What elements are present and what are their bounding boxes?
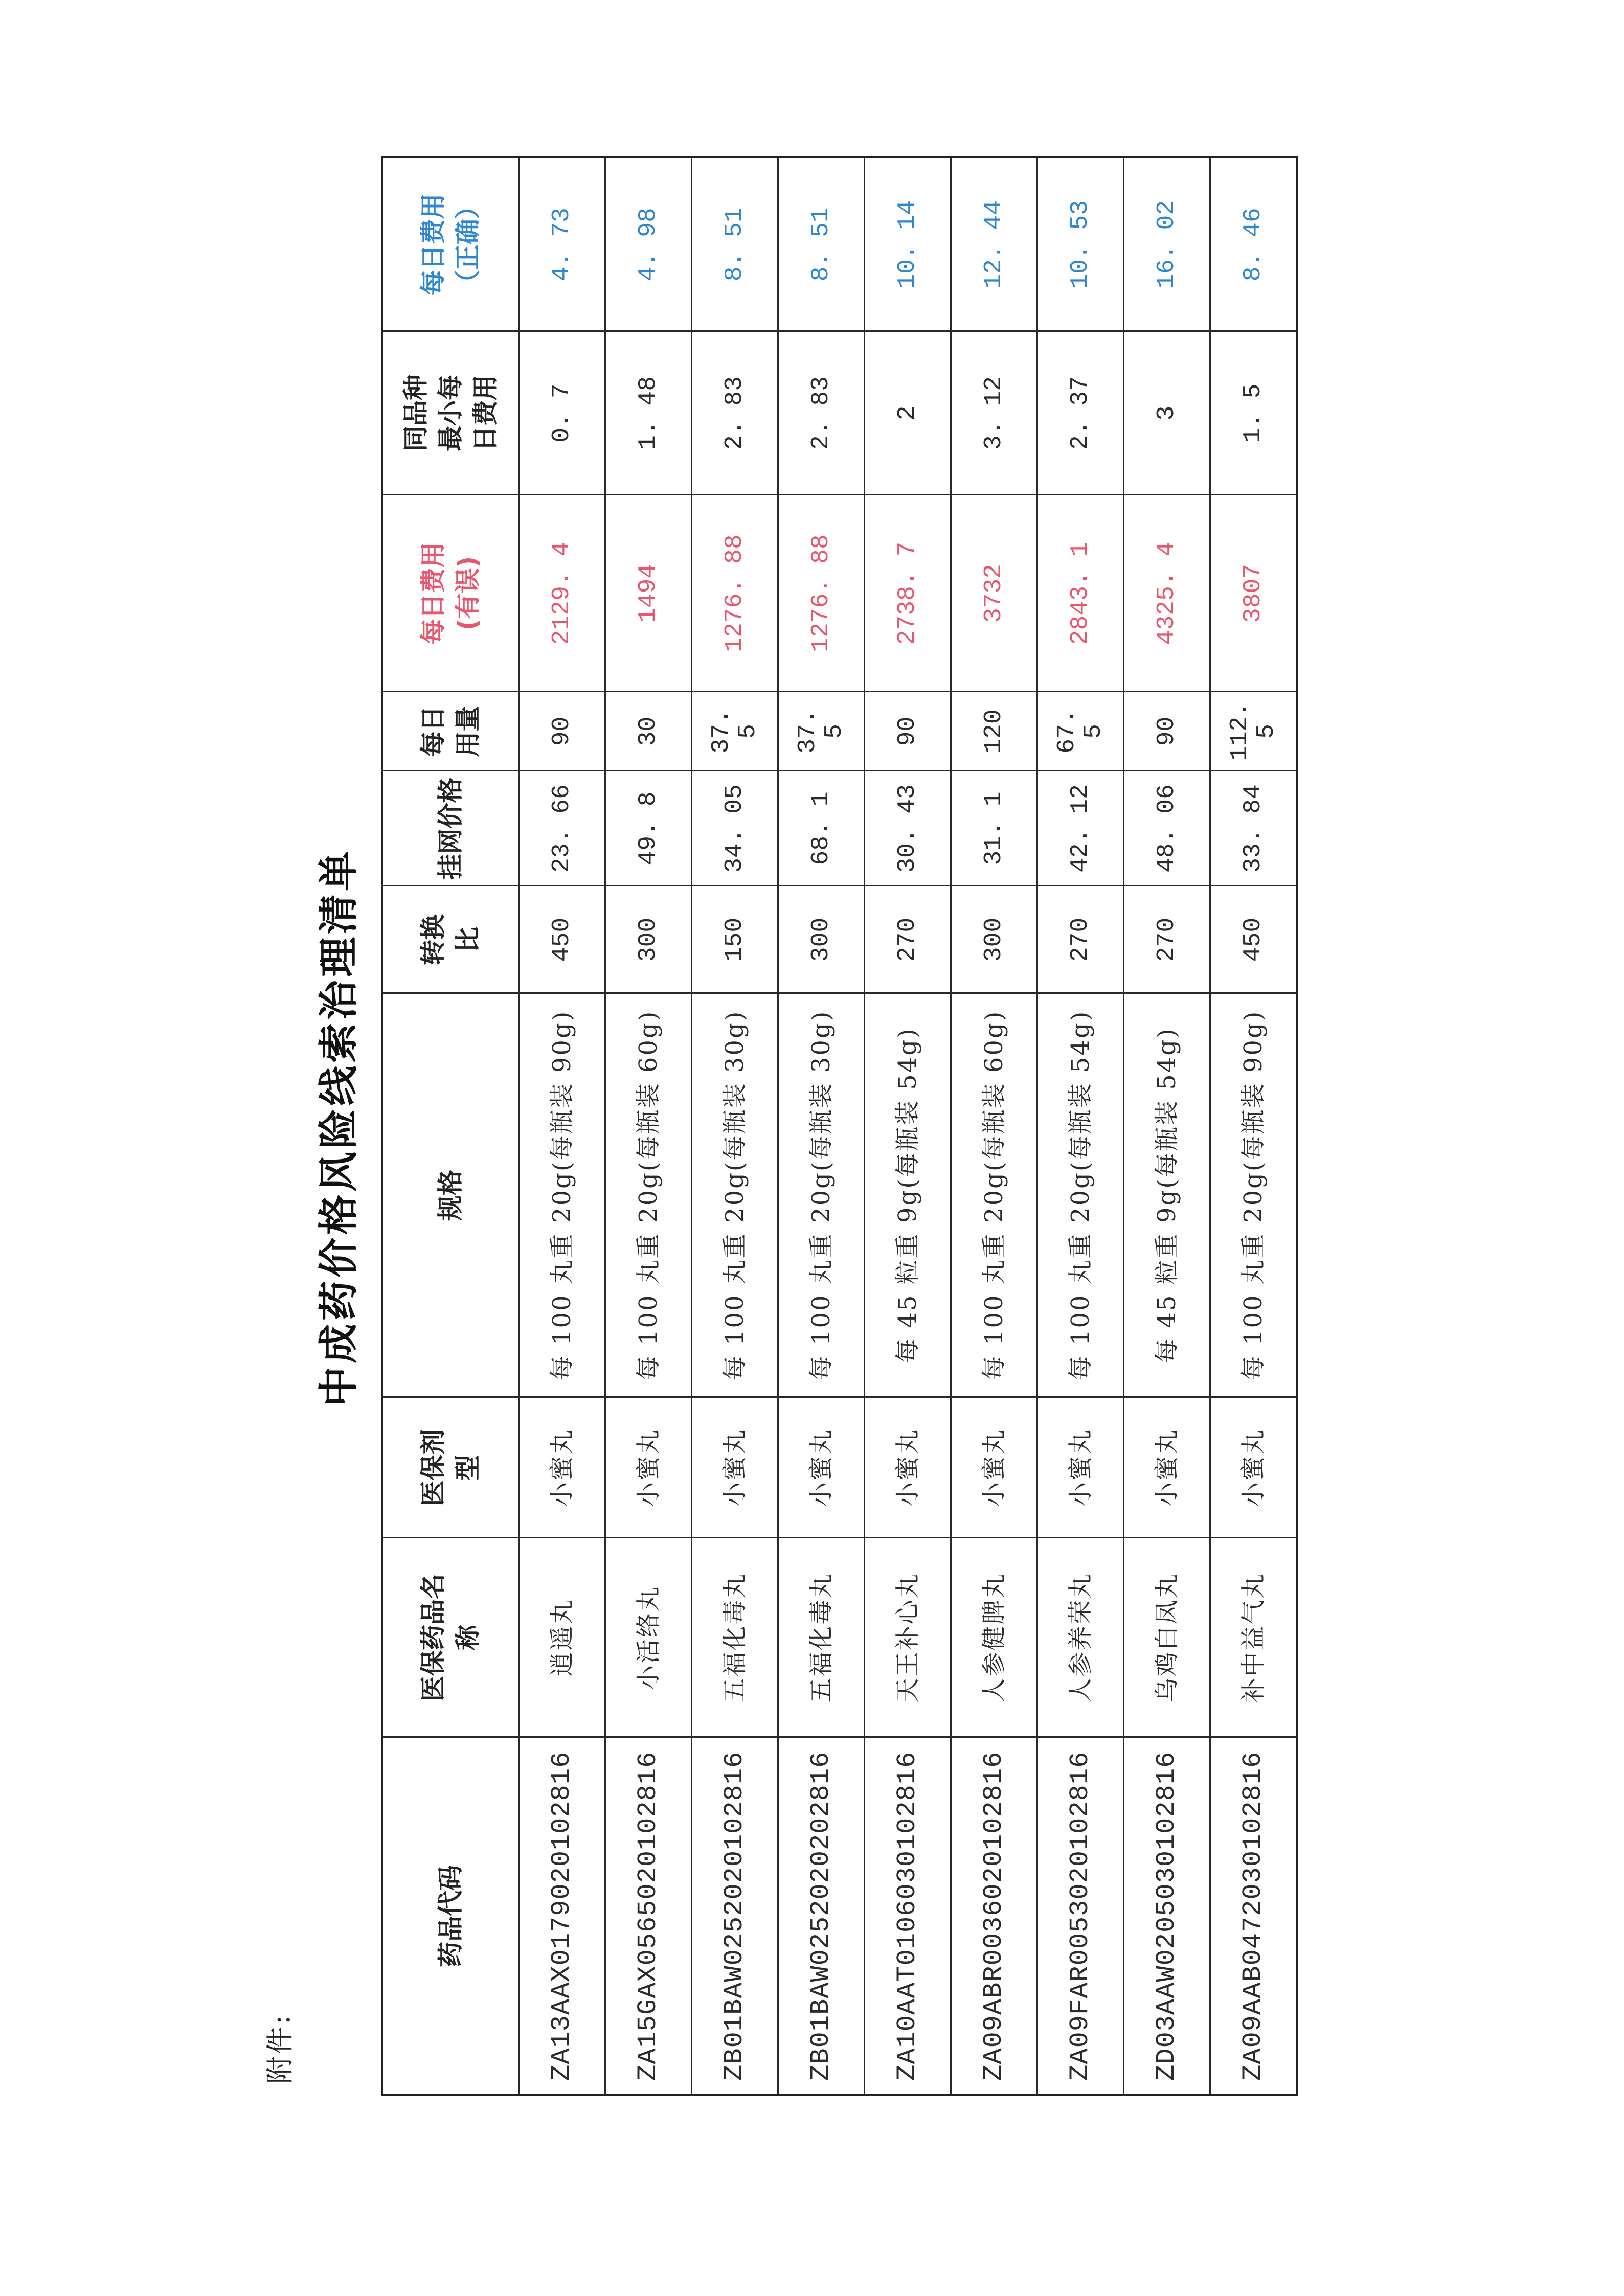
drug-name: 五福化毒丸 <box>692 1538 778 1737</box>
listed-price: 23. 66 <box>519 771 605 886</box>
table-header-row <box>382 157 519 2095</box>
drug-name: 补中益气丸 <box>1210 1538 1297 1737</box>
dosage-form: 小蜜丸 <box>1037 1397 1124 1538</box>
dosage-form: 小蜜丸 <box>778 1397 865 1538</box>
daily-cost-wrong: 3807 <box>1210 495 1297 692</box>
dosage-form: 小蜜丸 <box>692 1397 778 1538</box>
daily-cost-correct: 10. 14 <box>865 157 951 331</box>
min-daily-cost: 0. 7 <box>519 331 605 495</box>
header-specification: 规格 <box>382 993 519 1397</box>
drug-name: 小活络丸 <box>605 1538 692 1737</box>
daily-cost-correct: 4. 98 <box>605 157 692 331</box>
dosage-form: 小蜜丸 <box>1124 1397 1210 1538</box>
daily-dose: 90 <box>865 692 951 771</box>
drug-name: 逍遥丸 <box>519 1538 605 1737</box>
daily-dose: 37. 5 <box>778 692 865 771</box>
daily-dose: 90 <box>1124 692 1210 771</box>
table-row <box>778 157 865 2095</box>
attachment-label: 附件: <box>264 2013 296 2084</box>
specification: 每 100 丸重 20g(每瓶装 90g) <box>1210 993 1297 1397</box>
header-drug-name: 医保药品名 称 <box>382 1538 519 1737</box>
daily-cost-correct: 8. 51 <box>778 157 865 331</box>
table-row <box>1210 157 1297 2095</box>
listed-price: 42. 12 <box>1037 771 1124 886</box>
drug-code: ZA13AAX0179020102816 <box>519 1737 605 2095</box>
daily-dose: 120 <box>951 692 1037 771</box>
header-conversion-ratio: 转换 比 <box>382 886 519 993</box>
daily-dose: 112. 5 <box>1210 692 1297 771</box>
min-daily-cost: 2. 37 <box>1037 331 1124 495</box>
conversion-ratio: 270 <box>1124 886 1210 993</box>
listed-price: 34. 05 <box>692 771 778 886</box>
drug-code: ZB01BAW0252020202816 <box>778 1737 865 2095</box>
drug-code: ZA09FAR0053020102816 <box>1037 1737 1124 2095</box>
specification: 每 100 丸重 20g(每瓶装 90g) <box>519 993 605 1397</box>
dosage-form: 小蜜丸 <box>519 1397 605 1538</box>
daily-cost-wrong: 2738. 7 <box>865 495 951 692</box>
drug-name: 天王补心丸 <box>865 1538 951 1737</box>
conversion-ratio: 300 <box>778 886 865 993</box>
min-daily-cost: 1. 5 <box>1210 331 1297 495</box>
drug-code: ZB01BAW0252020102816 <box>692 1737 778 2095</box>
table-row <box>692 157 778 2095</box>
daily-cost-wrong: 2843. 1 <box>1037 495 1124 692</box>
table-row <box>605 157 692 2095</box>
table-row <box>951 157 1037 2095</box>
conversion-ratio: 450 <box>1210 886 1297 993</box>
daily-cost-correct: 10. 53 <box>1037 157 1124 331</box>
header-drug-code: 药品代码 <box>382 1737 519 2095</box>
min-daily-cost: 3 <box>1124 331 1210 495</box>
dosage-form: 小蜜丸 <box>1210 1397 1297 1538</box>
header-listed-price: 挂网价格 <box>382 771 519 886</box>
listed-price: 68. 1 <box>778 771 865 886</box>
dosage-form: 小蜜丸 <box>605 1397 692 1538</box>
min-daily-cost: 2. 83 <box>778 331 865 495</box>
daily-cost-wrong: 1494 <box>605 495 692 692</box>
table-row <box>519 157 605 2095</box>
listed-price: 49. 8 <box>605 771 692 886</box>
listed-price: 30. 43 <box>865 771 951 886</box>
min-daily-cost: 2. 83 <box>692 331 778 495</box>
specification: 每 100 丸重 20g(每瓶装 30g) <box>692 993 778 1397</box>
drug-code: ZD03AAW0205030102816 <box>1124 1737 1210 2095</box>
dosage-form: 小蜜丸 <box>865 1397 951 1538</box>
price-risk-table <box>381 156 1298 2096</box>
min-daily-cost: 2 <box>865 331 951 495</box>
document-title: 中成药价格风险线索治理清单 <box>316 848 362 1407</box>
drug-name: 人参养荣丸 <box>1037 1538 1124 1737</box>
daily-cost-wrong: 1276. 88 <box>778 495 865 692</box>
conversion-ratio: 300 <box>605 886 692 993</box>
drug-name: 乌鸡白凤丸 <box>1124 1538 1210 1737</box>
min-daily-cost: 1. 48 <box>605 331 692 495</box>
table-row <box>1037 157 1124 2095</box>
dosage-form: 小蜜丸 <box>951 1397 1037 1538</box>
min-daily-cost: 3. 12 <box>951 331 1037 495</box>
header-daily-cost-wrong: 每日费用 (有误) <box>382 495 519 692</box>
drug-code: ZA15GAX0565020102816 <box>605 1737 692 2095</box>
daily-cost-wrong: 2129. 4 <box>519 495 605 692</box>
drug-code: ZA09ABR0036020102816 <box>951 1737 1037 2095</box>
listed-price: 31. 1 <box>951 771 1037 886</box>
daily-cost-wrong: 3732 <box>951 495 1037 692</box>
daily-cost-correct: 8. 46 <box>1210 157 1297 331</box>
table-row <box>1124 157 1210 2095</box>
daily-cost-correct: 16. 02 <box>1124 157 1210 331</box>
daily-dose: 37. 5 <box>692 692 778 771</box>
drug-name: 五福化毒丸 <box>778 1538 865 1737</box>
daily-cost-correct: 8. 51 <box>692 157 778 331</box>
conversion-ratio: 270 <box>865 886 951 993</box>
specification: 每 100 丸重 20g(每瓶装 60g) <box>951 993 1037 1397</box>
header-dosage-form: 医保剂 型 <box>382 1397 519 1538</box>
drug-code: ZA10AAT0106030102816 <box>865 1737 951 2095</box>
conversion-ratio: 150 <box>692 886 778 993</box>
drug-name: 人参健脾丸 <box>951 1538 1037 1737</box>
daily-cost-wrong: 1276. 88 <box>692 495 778 692</box>
table-row <box>865 157 951 2095</box>
conversion-ratio: 450 <box>519 886 605 993</box>
daily-dose: 90 <box>519 692 605 771</box>
listed-price: 33. 84 <box>1210 771 1297 886</box>
daily-dose: 30 <box>605 692 692 771</box>
conversion-ratio: 300 <box>951 886 1037 993</box>
header-daily-cost-correct: 每日费用 （正确） <box>382 157 519 331</box>
specification: 每 100 丸重 20g(每瓶装 60g) <box>605 993 692 1397</box>
daily-dose: 67. 5 <box>1037 692 1124 771</box>
specification: 每 100 丸重 20g(每瓶装 54g) <box>1037 993 1124 1397</box>
daily-cost-correct: 12. 44 <box>951 157 1037 331</box>
daily-cost-correct: 4. 73 <box>519 157 605 331</box>
drug-code: ZA09AAB0472030102816 <box>1210 1737 1297 2095</box>
daily-cost-wrong: 4325. 4 <box>1124 495 1210 692</box>
specification: 每 45 粒重 9g(每瓶装 54g) <box>1124 993 1210 1397</box>
specification: 每 45 粒重 9g(每瓶装 54g) <box>865 993 951 1397</box>
header-min-daily-cost: 同品种 最小每 日费用 <box>382 331 519 495</box>
specification: 每 100 丸重 20g(每瓶装 30g) <box>778 993 865 1397</box>
listed-price: 48. 06 <box>1124 771 1210 886</box>
header-daily-dose: 每日 用量 <box>382 692 519 771</box>
conversion-ratio: 270 <box>1037 886 1124 993</box>
